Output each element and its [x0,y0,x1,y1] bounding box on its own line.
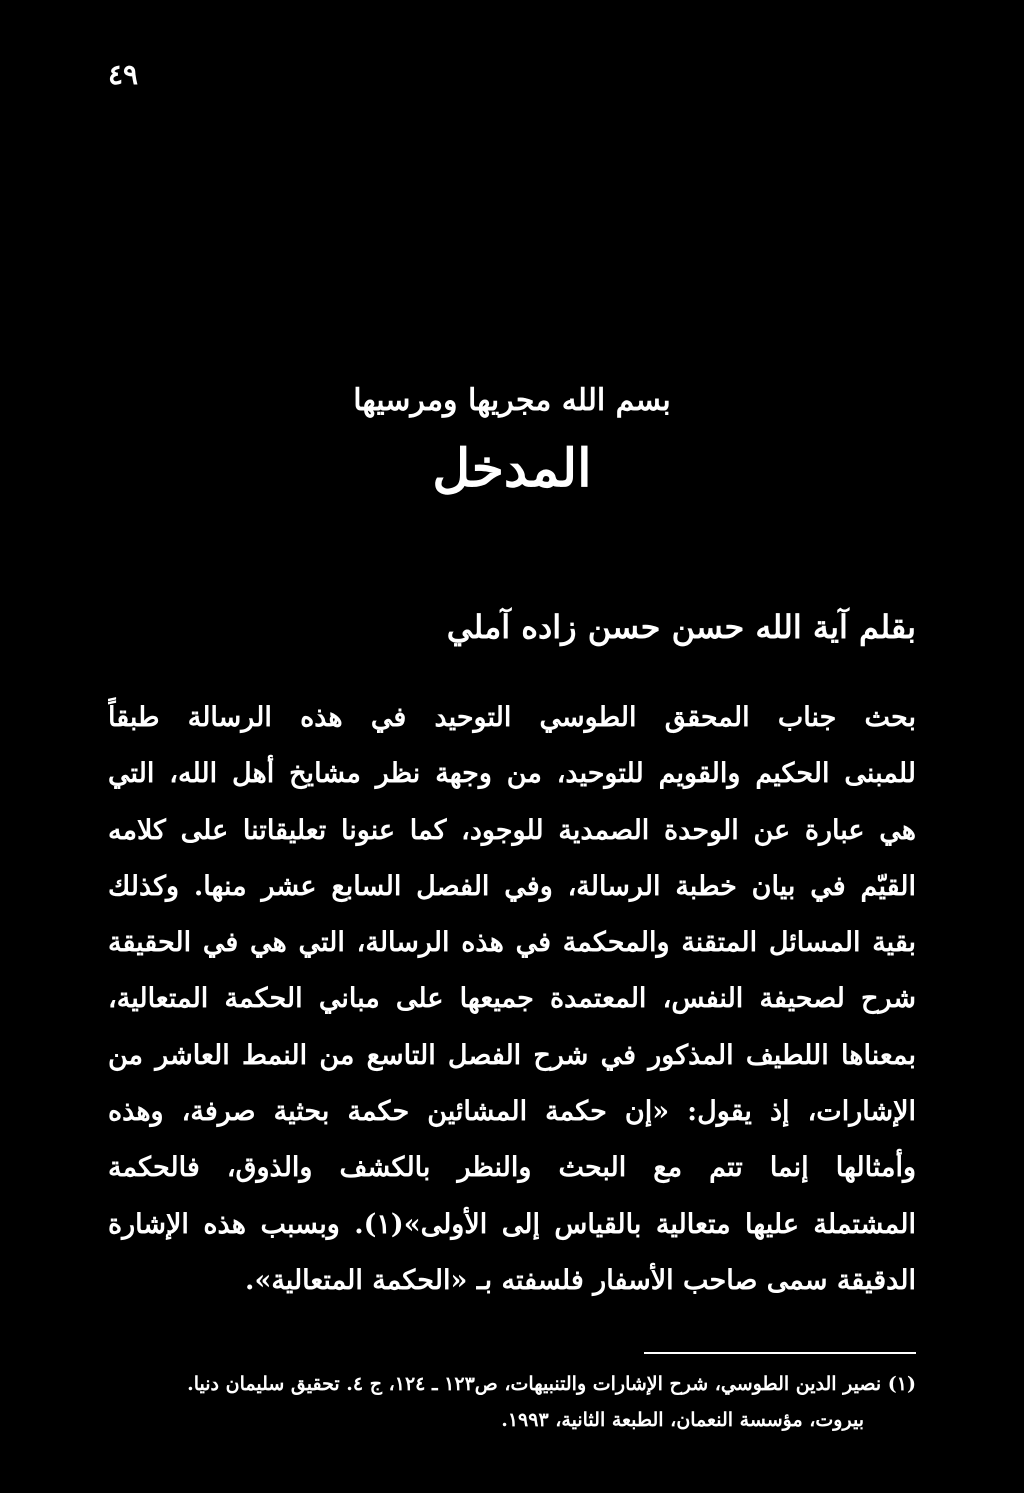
footnotes [108,1366,916,1438]
body-line: بقية المسائل المتقنة والمحكمة في هذه الرسالة، التي هي في الحقيقة [108,927,916,959]
body-line: الإشارات، إذ يقول: «إن حكمة المشائين حكمة بحثية صرفة، وهذه [108,1096,916,1128]
footnote-divider [644,1352,916,1354]
body-line: المشتملة عليها متعالية بالقياس إلى الأولى»(١). وبسبب هذه الإشارة [108,1208,916,1240]
footnote-line: (١) نصير الدين الطوسي، شرح الإشارات والتنبيهات، ص١٢٣ ـ ١٢٤، ج ٤. تحقيق سليمان دنيا. [187,1373,916,1395]
chapter-title: المدخل [432,438,592,499]
body-line: وأمثالها إنما تتم مع البحث والنظر بالكشف والذوق، فالحكمة [108,1152,916,1184]
body-line: هي عبارة عن الوحدة الصمدية للوجود، كما عنونا تعليقاتنا على كلامه [108,814,916,846]
body-line: للمبنى الحكيم والقويم للتوحيد، من وجهة نظر مشايخ أهل الله، التي [108,758,916,790]
body-line: القيّم في بيان خطبة الرسالة، وفي الفصل السابع عشر منها. وكذلك [108,870,916,902]
body-line: بمعناها اللطيف المذكور في شرح الفصل التاسع من النمط العاشر من [108,1039,916,1071]
body-line: شرح لصحيفة النفس، المعتمدة جميعها على مباني الحكمة المتعالية، [108,983,916,1015]
page-number: ٤٩ [108,58,139,91]
body-text [108,690,916,1309]
footnote-line: بيروت، مؤسسة النعمان، الطبعة الثانية، ١٩٩٣. [501,1409,864,1431]
basmala-heading: بسم الله مجريها ومرسيها [353,383,671,418]
body-line: بحث جناب المحقق الطوسي التوحيد في هذه الرسالة طبقاً [108,702,916,733]
body-line: الدقيقة سمى صاحب الأسفار فلسفته بـ «الحكمة المتعالية». [245,1264,916,1296]
author-line: بقلم آية الله حسن حسن زاده آملي [446,608,916,646]
